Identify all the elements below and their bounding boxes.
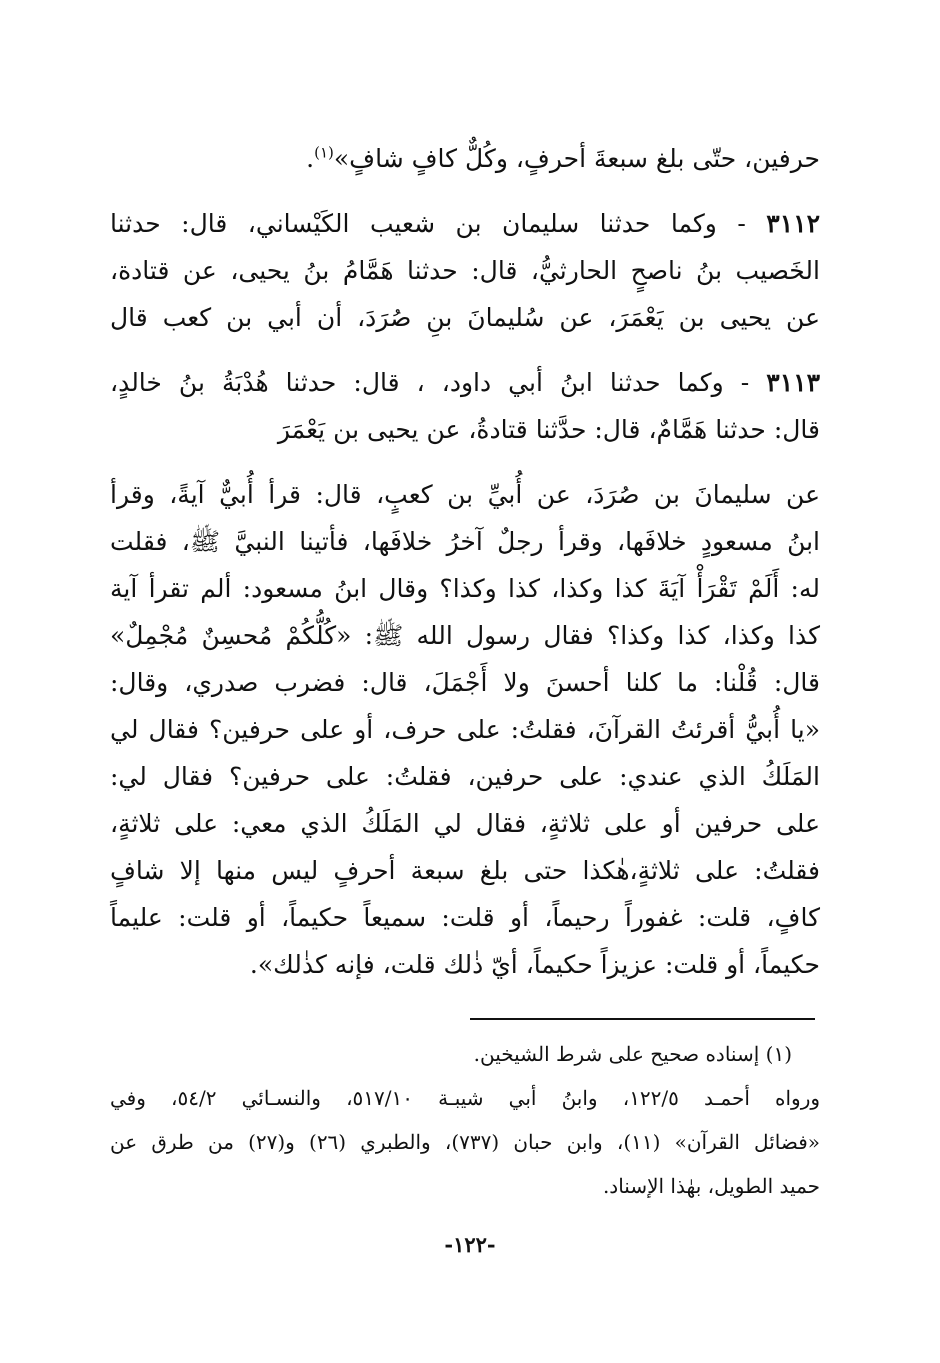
paragraph-continuation xyxy=(110,135,820,182)
text-line xyxy=(110,135,820,182)
text-line-content: حرفين، حتّى بلغ سبعةَ أحرفٍ، وكُلٌّ كافٍ شافٍ» xyxy=(333,144,820,173)
hadith-3112 xyxy=(110,200,820,341)
text-line: على حرفين أو على ثلاثةٍ، فقال لي المَلَكُ الذي معي: على ثلاثةٍ، xyxy=(110,809,820,838)
page-number: -١٢٢- xyxy=(444,1232,496,1257)
text-line: عن سليمانَ بن صُرَدَ، عن أُبيِّ بن كعبٍ، قال: قرأ أُبيٌّ آيةً، وقرأ xyxy=(110,480,820,509)
line-end-punctuation: . xyxy=(306,144,315,173)
text-line: الخَصيب بنُ ناصحٍ الحارثيُّ، قال: حدثنا هَمَّامُ بنُ يحيى، عن قتادة، xyxy=(110,256,820,285)
footnote-line: (١) إسناده صحيح على شرط الشيخين. xyxy=(473,1042,792,1066)
text-line: فقلتُ: على ثلاثةٍ،هٰكذا حتى بلغ سبعة أحرفٍ ليس منها إلا شافٍ xyxy=(110,856,820,885)
text-line xyxy=(110,200,820,247)
footnote-line: ورواه أحمـد ١٢٢/٥، وابنُ أبي شيبـة ٥١٧/١٠، والنسـائي ٥٤/٢، وفي xyxy=(110,1086,821,1110)
hadith-text xyxy=(110,471,820,988)
text-line: عن يحيى بن يَعْمَرَ، عن سُليمانَ بنِ صُرَدَ، أن أبي بن كعب قال xyxy=(110,303,820,332)
footnote-separator xyxy=(470,1018,815,1020)
text-line: حكيماً، أو قلت: عزيزاً حكيماً، أيّ ذٰلك قلت، فإنه كذٰلك». xyxy=(249,950,820,979)
text-line: كافٍ، قلت: غفوراً رحيماً، أو قلت: سميعاً حكيماً، أو قلت: عليماً xyxy=(110,903,820,932)
text-line: ابنُ مسعودٍ خلافَها، وقرأ رجلٌ آخرُ خلافَها، فأتينا النبيَّ ﷺ، فقلت xyxy=(110,527,820,556)
text-line: قال: قُلْنا: ما كلنا أحسنَ ولا أَجْمَلَ، قال: فضرب صدري، وقال: xyxy=(110,668,820,697)
text-line-content: - وكما حدثنا ابنُ أبي داود، ، قال: حدثنا هُدْبَةُ بنُ خالدٍ، xyxy=(110,368,750,397)
footnote-marker: (١) xyxy=(314,143,334,162)
text-line: المَلَكُ الذي عندي: على حرفين، فقلتُ: على حرفين؟ فقال لي: xyxy=(110,762,820,791)
footnote-line: «فضائل القرآن» (١١)، وابن حبان (٧٣٧)، والطبري (٢٦) و(٢٧) من طرق عن xyxy=(110,1130,820,1154)
text-line: له: أَلَمْ تَقْرَأْ آيَةَ كذا وكذا، كذا وكذا؟ وقال ابنُ مسعود: ألم تقرأ آية xyxy=(110,574,820,603)
text-line xyxy=(110,359,820,406)
text-line-content: - وكما حدثنا سليمان بن شعيب الكَيْساني، قال: حدثنا xyxy=(110,209,746,238)
text-line: قال: حدثنا هَمَّامٌ، قال: حدَّثنا قتادةُ، عن يحيى بن يَعْمَرَ xyxy=(277,415,820,444)
text-line: «يا أُبيُّ أقرئتُ القرآنَ، فقلتُ: على حرف، أو على حرفين؟ فقال لي xyxy=(110,715,820,744)
main-text xyxy=(110,135,820,988)
hadith-number: ٣١١٢ xyxy=(766,209,820,238)
text-line: كذا وكذا، كذا وكذا؟ فقال رسول الله ﷺ: «كُلُّكُمْ مُحسِنٌ مُجْمِلٌ» xyxy=(110,621,820,650)
hadith-3113 xyxy=(110,359,820,453)
hadith-number: ٣١١٣ xyxy=(766,368,820,397)
footnote-line: حميد الطويل، بهٰذا الإسناد. xyxy=(602,1174,820,1198)
footnotes xyxy=(110,1032,820,1208)
